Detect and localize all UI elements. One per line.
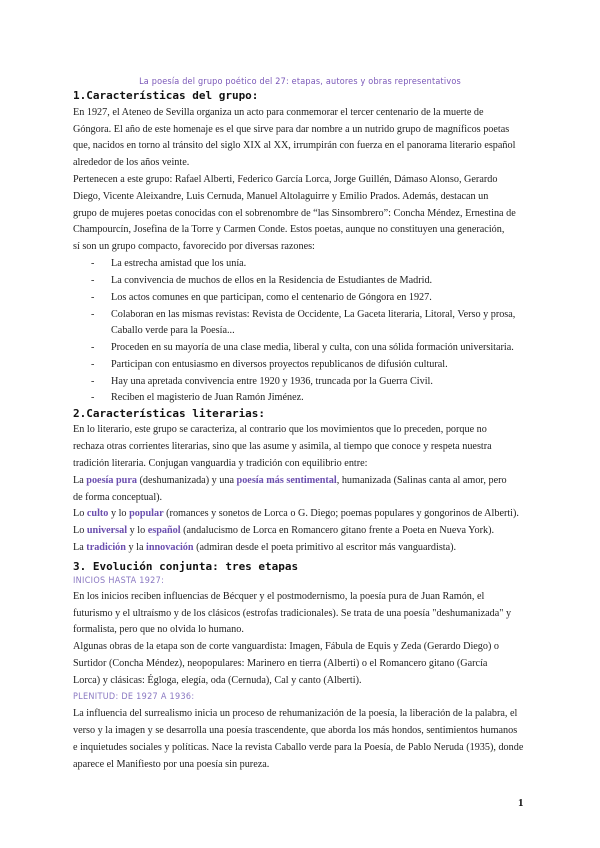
list-item: Hay una apretada convivencia entre 1920 y 1936, truncada por la Guerra Civil. <box>111 376 433 387</box>
text-run: (deshumanizada) y una <box>136 475 237 486</box>
section-heading-1: 1.Características del grupo: <box>73 89 259 102</box>
text-line: e inquietudes sociales y políticas. Nace la revista Caballo verde para la Poesía, de Pablo Neruda (1935), donde <box>73 742 524 753</box>
text-run: La <box>73 542 87 553</box>
text-line: alrededor de los años veinte. <box>73 157 190 168</box>
list-item: Colaboran en las mismas revistas: Revista de Occidente, La Gaceta literaria, Litoral, Verso y prosa, <box>111 309 516 320</box>
text-line: Góngora. El año de este homenaje es el que sirve para dar nombre a un nutrido grupo de magníficos poetas <box>73 124 510 135</box>
text-line: En lo literario, este grupo se caracteriza, al contrario que los movimientos que lo preceden, porque no <box>73 424 487 435</box>
list-bullet: - <box>91 309 95 320</box>
highlight-term: poesía pura <box>86 475 137 486</box>
text-line: aparece el Manifiesto por una poesía sin pureza. <box>73 759 270 770</box>
highlight-term: universal <box>86 525 128 536</box>
text-run: (andalucismo de Lorca en Romancero gitano frente a Poeta en Nueva York). <box>180 525 495 536</box>
text-run: , humanizada (Salinas canta al amor, pero <box>336 475 507 486</box>
list-bullet: - <box>91 392 95 403</box>
subheading-inicios: INICIOS HASTA 1927: <box>73 576 165 586</box>
text-line: que, nacidos en torno al tránsito del siglo XIX al XX, irrumpirán con fuerza en el panorama literario español <box>73 140 516 151</box>
list-item: La convivencia de muchos de ellos en la Residencia de Estudiantes de Madrid. <box>111 275 433 286</box>
text-run: y lo <box>127 525 148 536</box>
text-line: tradición literaria. Conjugan vanguardia y tradición con equilibrio entre: <box>73 458 368 469</box>
subheading-plenitud: PLENITUD: DE 1927 A 1936: <box>73 692 195 702</box>
text-line: Pertenecen a este grupo: Rafael Alberti, Federico García Lorca, Jorge Guillén, Dámaso Alonso, Gerardo <box>73 174 498 185</box>
text-line: La influencia del surrealismo inicia un proceso de rehumanización de la poesía, la liberación de la palabra, el <box>73 708 518 719</box>
list-item: Reciben el magisterio de Juan Ramón Jiménez. <box>111 392 304 403</box>
text-line: rechaza otras corrientes literarias, sino que las asume y asimila, al tiempo que conoce y respeta nuestra <box>73 441 492 452</box>
list-item-continuation: Caballo verde para la Poesía... <box>111 325 235 336</box>
contrast-line-universal-espanol <box>73 525 494 537</box>
list-bullet: - <box>91 292 95 303</box>
list-item: Los actos comunes en que participan, como el centenario de Góngora en 1927. <box>111 292 432 303</box>
text-run: (romances y sonetos de Lorca o G. Diego; poemas populares y gongorinos de Alberti). <box>163 508 519 519</box>
list-item: Participan con entusiasmo en diversos proyectos republicanos de difusión cultural. <box>111 359 448 370</box>
contrast-line-culto-popular <box>73 508 519 520</box>
text-run: (admiran desde el poeta primitivo al escritor más vanguardista). <box>193 542 457 553</box>
highlight-term: tradición <box>86 542 126 553</box>
text-line: En los inicios reciben influencias de Bécquer y el postmodernismo, la poesía pura de Juan Ramón, el <box>73 591 485 602</box>
contrast-line-pura-sentimental <box>73 475 507 487</box>
section-heading-2: 2.Características literarias: <box>73 407 266 420</box>
contrast-line-tradicion-innovacion <box>73 542 456 554</box>
text-line: de forma conceptual). <box>73 492 163 503</box>
list-bullet: - <box>91 258 95 269</box>
list-bullet: - <box>91 359 95 370</box>
text-line: En 1927, el Ateneo de Sevilla organiza un acto para conmemorar el tercer centenario de la muerte de <box>73 107 484 118</box>
highlight-term: culto <box>86 508 109 519</box>
text-run: y la <box>125 542 147 553</box>
list-bullet: - <box>91 342 95 353</box>
list-item: Proceden en su mayoría de una clase media, liberal y culta, con una sólida formación universitaria. <box>111 342 514 353</box>
list-bullet: - <box>91 275 95 286</box>
highlight-term: poesía más sentimental <box>236 475 337 486</box>
highlight-term: innovación <box>146 542 194 553</box>
text-line: Champourcín, Josefina de la Torre y Carmen Conde. Estos poetas, aunque no constituyen una generación, <box>73 224 505 235</box>
highlight-term: español <box>147 525 181 536</box>
text-line: Algunas obras de la etapa son de corte vanguardista: Imagen, Fábula de Equis y Zeda (Gerardo Diego) o <box>73 641 500 652</box>
list-item: La estrecha amistad que los unía. <box>111 258 247 269</box>
page-number: 1 <box>518 797 524 809</box>
text-line: Diego, Vicente Aleixandre, Luis Cernuda, Manuel Altolaguirre y Emilio Prados. Además, destacan un <box>73 191 489 202</box>
list-bullet: - <box>91 376 95 387</box>
highlight-term: popular <box>129 508 164 519</box>
text-line: formalista, pero que no olvida lo humano. <box>73 624 244 635</box>
text-run: Lo <box>73 508 87 519</box>
document-title: La poesía del grupo poético del 27: etapas, autores y obras representativos <box>139 77 461 87</box>
text-run: La <box>73 475 87 486</box>
text-line: Surtidor (Concha Méndez), neopopulares: Marinero en tierra (Alberti) o el Romancero gitano (García <box>73 658 488 669</box>
text-line: verso y la imagen y se desarrolla una poesía trascendente, que aborda los más hondos, sentimientos humanos <box>73 725 518 736</box>
text-run: y lo <box>108 508 130 519</box>
section-heading-3: 3. Evolución conjunta: tres etapas <box>73 560 299 573</box>
text-line: futurismo y el ultraísmo y de los clásicos (estrofas tradicionales). Se trata de una poesía "deshumanizada" y <box>73 608 512 619</box>
text-line: sí son un grupo compacto, favorecido por diversas razones: <box>73 241 315 252</box>
text-line: Lorca) y clásicas: Égloga, elegía, oda (Cernuda), Cal y canto (Alberti). <box>73 675 362 686</box>
text-line: grupo de mujeres poetas conocidas con el sobrenombre de “las Sinsombrero”: Concha Méndez, Ernestina de <box>73 208 516 219</box>
text-run: Lo <box>73 525 87 536</box>
